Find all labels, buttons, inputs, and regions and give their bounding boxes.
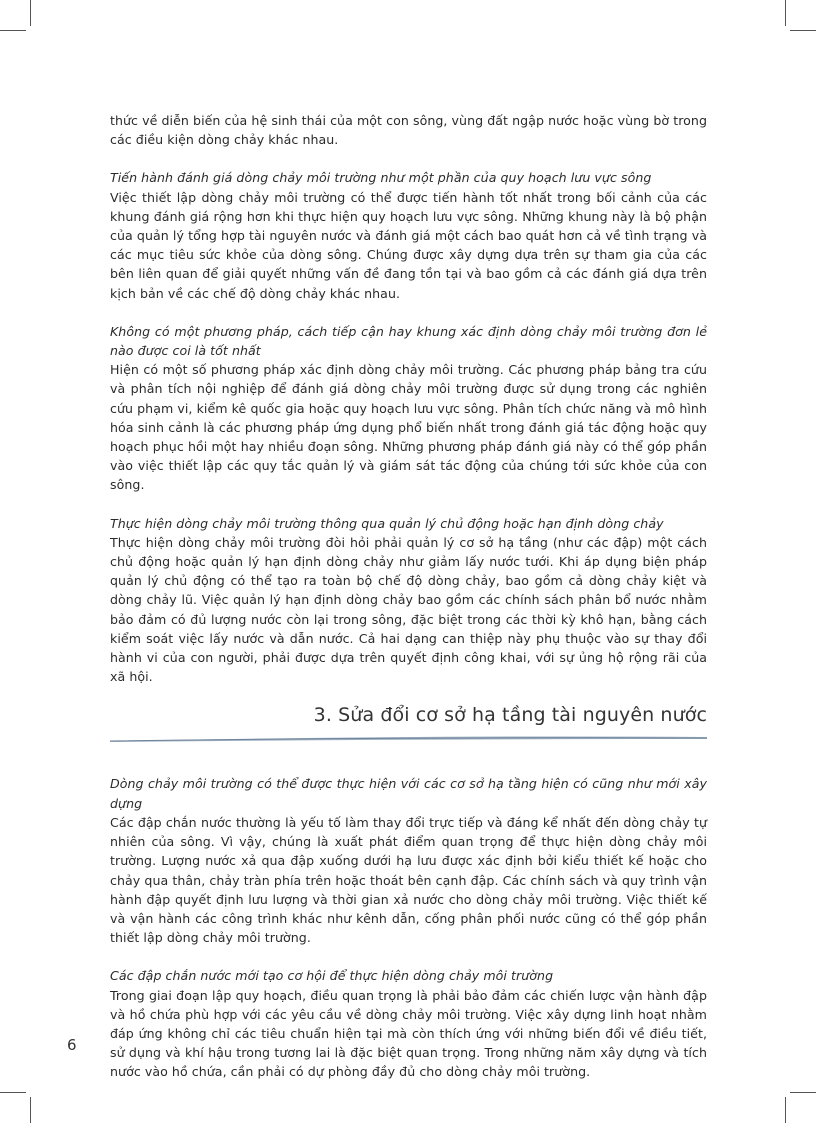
- paragraph: Hiện có một số phương pháp xác định dòng chảy môi trường. Các phương pháp bảng tra cứu và phân tích nội nghiệp để đánh giá dòng chảy môi trường được sử dụng trong các nghiên cứu phạm vi, kiểm kê quốc gia hoặc quy hoạch lưu vực sông. Phân tích chức năng và mô hình hóa sinh cảnh là các phương pháp ứng dụng phổ biến nhất trong đánh giá tác động hoặc quy hoạch phục hồi một hay nhiều đoạn sông. Những phương pháp đánh giá này có thể góp phần vào việc thiết lập các quy tắc quản lý và giám sát tác động của chúng tới sức khỏe của con sông.: [110, 362, 707, 493]
- section-divider: [110, 734, 707, 748]
- paragraph: Thực hiện dòng chảy môi trường đòi hỏi phải quản lý cơ sở hạ tầng (như các đập) một cách chủ động hoặc quản lý hạn định dòng chảy như giảm lấy nước tưới. Khi áp dụng biện pháp quản lý chủ động có thể tạo ra toàn bộ chế độ dòng chảy, bao gồm cả dòng chảy kiệt và dòng chảy lũ. Việc quản lý hạn định dòng chảy bao gồm các chính sách phân bổ nước nhằm bảo đảm có đủ lượng nước còn lại trong sông, đặc biệt trong các thời kỳ khô hạn, bằng cách kiểm soát việc lấy nước và dẫn nước. Cả hai dạng can thiệp này phụ thuộc vào sự thay đổi hành vi của con người, phải được dựa trên quyết định công khai, với sự ủng hộ rộng rãi của xã hội.: [110, 534, 707, 685]
- crop-mark-top-left-h: [0, 30, 26, 31]
- paragraph: Các đập chắn nước thường là yếu tố làm thay đổi trực tiếp và đáng kể nhất đến dòng chảy tự nhiên của sông. Vì vậy, chúng là xuất phát điểm quan trọng để thực hiện dòng chảy môi trường. Lượng nước xả qua đập xuống dưới hạ lưu được xác định bởi kiểu thiết kế hoặc cho chảy qua thân, chảy tràn phía trên hoặc thoát bên cạnh đập. Các chính sách và quy trình vận hành đập quyết định lưu lượng và thời gian xả nước cho dòng chảy môi trường. Việc thiết kế và vận hành các công trình khác như kênh dẫn, cống phân phối nước cũng có thể góp phần thiết lập dòng chảy môi trường.: [110, 814, 707, 946]
- paragraph: Việc thiết lập dòng chảy môi trường có thể được tiến hành tốt nhất trong bối cảnh của các khung đánh giá rộng hơn khi thực hiện quy hoạch lưu vực sông. Những khung này là bộ phận của quản lý tổng hợp tài nguyên nước và đánh giá một cách bao quát hơn cả về tình trạng và các mục tiêu sức khỏe của dòng sông. Chúng được xây dựng dựa trên sự tham gia của các bên liên quan để giải quyết những vấn đề đang tồn tại và bao gồm cả các đánh giá dựa trên kịch bản về các chế độ dòng chảy khác nhau.: [110, 189, 707, 301]
- crop-mark-top-right: [785, 0, 786, 26]
- page-content: [110, 111, 707, 1082]
- crop-mark-bottom-left: [30, 1097, 31, 1123]
- intro-paragraph: thức về diễn biến của hệ sinh thái của một con sông, vùng đất ngập nước hoặc vùng bờ trong các điều kiện dòng chảy khác nhau.: [110, 113, 707, 148]
- subheading: Dòng chảy môi trường có thể được thực hiện với các cơ sở hạ tầng hiện có cũng như mới xây dựng: [110, 776, 707, 811]
- subheading: Thực hiện dòng chảy môi trường thông qua quản lý chủ động hoặc hạn định dòng chảy: [110, 515, 664, 531]
- subheading: Không có một phương pháp, cách tiếp cận hay khung xác định dòng chảy môi trường đơn lẻ nào được coi là tốt nhất: [110, 323, 707, 359]
- section-title: 3. Sửa đổi cơ sở hạ tầng tài nguyên nước: [313, 704, 707, 727]
- crop-mark-top-right-h: [790, 30, 816, 31]
- crop-mark-bottom-right: [785, 1097, 786, 1123]
- section-header: [110, 704, 707, 774]
- subheading: Các đập chắn nước mới tạo cơ hội để thực hiện dòng chảy môi trường: [110, 968, 554, 984]
- subheading: Tiến hành đánh giá dòng chảy môi trường như một phần của quy hoạch lưu vực sông: [110, 170, 652, 186]
- paragraph: Trong giai đoạn lập quy hoạch, điều quan trọng là phải bảo đảm các chiến lược vận hành đập và hồ chứa phù hợp với các yêu cầu về dòng chảy môi trường. Việc xây dựng linh hoạt nhằm đáp ứng không chỉ các tiêu chuẩn hiện tại mà còn thích ứng với những biến đổi về điều tiết, sử dụng và khí hậu trong tương lai là đặc biệt quan trọng. Trong những năm xây dựng và tích nước vào hồ chứa, cần phải có dự phòng đầy đủ cho dòng chảy môi trường.: [110, 987, 707, 1080]
- crop-mark-bottom-left-h: [0, 1092, 26, 1093]
- page-number: 6: [67, 1036, 77, 1054]
- crop-mark-top-left: [30, 0, 31, 26]
- crop-mark-bottom-right-h: [790, 1092, 816, 1093]
